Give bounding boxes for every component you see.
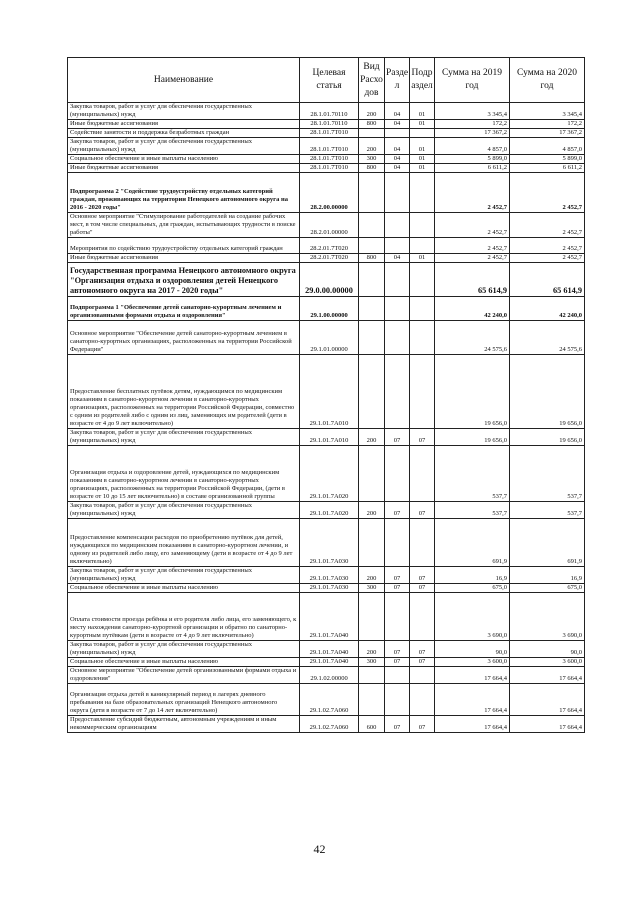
sum-2020: 2 452,7 (510, 173, 585, 213)
target-article: 29.1.02.00000 (300, 667, 359, 684)
subsection: 01 (410, 155, 435, 164)
budget-table-page (67, 57, 584, 733)
sum-2019: 2 452,7 (435, 173, 510, 213)
row-name: Иные бюджетные ассигнования (68, 120, 300, 129)
subsection (410, 519, 435, 567)
row-name: Иные бюджетные ассигнования (68, 164, 300, 173)
sum-2019: 691,9 (435, 519, 510, 567)
table-row (68, 567, 585, 584)
sum-2019: 4 857,0 (435, 138, 510, 155)
expense-type: 200 (359, 641, 385, 658)
subsection (410, 321, 435, 355)
subsection (410, 355, 435, 429)
section (385, 129, 410, 138)
sum-2019: 675,0 (435, 584, 510, 593)
expense-type (359, 519, 385, 567)
expense-type (359, 593, 385, 641)
row-name: Основное мероприятие "Стимулирование работодателей на создание рабочих мест, в том числе специальных, для граждан, испытывающих трудности в поиске работы" (68, 213, 300, 238)
target-article: 28.2.00.00000 (300, 173, 359, 213)
sum-2020: 2 452,7 (510, 213, 585, 238)
section (385, 173, 410, 213)
header-target-article: Целевая статья (300, 58, 359, 103)
row-name: Мероприятия по содействию трудоустройству отдельных категорий граждан (68, 238, 300, 254)
row-name: Социальное обеспечение и иные выплаты населению (68, 155, 300, 164)
subsection: 07 (410, 658, 435, 667)
expense-type (359, 355, 385, 429)
header-sum-2020: Сумма на 2020 год (510, 58, 585, 103)
table-row (68, 502, 585, 519)
target-article: 28.1.01.7Т010 (300, 164, 359, 173)
sum-2019: 17 367,2 (435, 129, 510, 138)
expense-type: 600 (359, 716, 385, 733)
section: 07 (385, 716, 410, 733)
row-name: Иные бюджетные ассигнования (68, 254, 300, 263)
subsection: 01 (410, 164, 435, 173)
sum-2019: 17 664,4 (435, 684, 510, 716)
target-article: 29.1.01.7А030 (300, 567, 359, 584)
subsection (410, 297, 435, 321)
target-article: 29.1.01.7А010 (300, 429, 359, 446)
section: 04 (385, 103, 410, 120)
target-article: 28.2.01.7Т020 (300, 254, 359, 263)
expense-type (359, 263, 385, 297)
expense-type: 300 (359, 584, 385, 593)
target-article: 29.0.00.00000 (300, 263, 359, 297)
row-name: Закупка товаров, работ и услуг для обеспечения государственных (муниципальных) нужд (68, 502, 300, 519)
section (385, 355, 410, 429)
sum-2019: 3 690,0 (435, 593, 510, 641)
header-sum-2019: Сумма на 2019 год (435, 58, 510, 103)
section: 04 (385, 138, 410, 155)
sum-2020: 675,0 (510, 584, 585, 593)
subsection (410, 684, 435, 716)
row-name: Содействие занятости и поддержка безработных граждан (68, 129, 300, 138)
target-article: 29.1.01.7А010 (300, 355, 359, 429)
target-article: 28.2.01.00000 (300, 213, 359, 238)
section: 07 (385, 429, 410, 446)
expense-type (359, 238, 385, 254)
sum-2020: 6 611,2 (510, 164, 585, 173)
sum-2020: 5 899,0 (510, 155, 585, 164)
table-row (68, 129, 585, 138)
target-article: 29.1.02.7А060 (300, 716, 359, 733)
sum-2019: 19 656,0 (435, 355, 510, 429)
sum-2020: 691,9 (510, 519, 585, 567)
section: 04 (385, 254, 410, 263)
expense-type (359, 321, 385, 355)
target-article: 28.1.01.70110 (300, 103, 359, 120)
expense-type: 200 (359, 502, 385, 519)
table-row (68, 164, 585, 173)
target-article: 28.1.01.7Т010 (300, 138, 359, 155)
table-row (68, 321, 585, 355)
sum-2020: 65 614,9 (510, 263, 585, 297)
sum-2020: 17 664,4 (510, 684, 585, 716)
target-article: 28.2.01.7Т020 (300, 238, 359, 254)
sum-2020: 537,7 (510, 502, 585, 519)
target-article: 29.1.01.7А020 (300, 502, 359, 519)
row-name: Предоставление бесплатных путёвок детям, нуждающимся по медицинским показаниям в санаторно-курортном лечении в санаторно-курортных организациях, расположенных на территории Российской Федерации, совместно с одним из родителей либо с одним из лиц, заменяющих им родителей (дети в возрасте от 4 до 9 лет включительно) (68, 355, 300, 429)
target-article: 29.1.01.7А030 (300, 584, 359, 593)
section (385, 446, 410, 502)
expense-type (359, 173, 385, 213)
header-name: Наименование (68, 58, 300, 103)
section: 07 (385, 584, 410, 593)
expense-type (359, 297, 385, 321)
table-row (68, 716, 585, 733)
subsection: 01 (410, 138, 435, 155)
sum-2020: 90,0 (510, 641, 585, 658)
target-article: 29.1.01.7А040 (300, 593, 359, 641)
subsection: 07 (410, 584, 435, 593)
sum-2019: 537,7 (435, 502, 510, 519)
section (385, 667, 410, 684)
row-name: Закупка товаров, работ и услуг для обеспечения государственных (муниципальных) нужд (68, 103, 300, 120)
table-row (68, 173, 585, 213)
sum-2019: 16,9 (435, 567, 510, 584)
table-row (68, 297, 585, 321)
section: 04 (385, 120, 410, 129)
section (385, 684, 410, 716)
sum-2020: 3 345,4 (510, 103, 585, 120)
table-row (68, 254, 585, 263)
target-article: 29.1.01.7А040 (300, 658, 359, 667)
table-row (68, 103, 585, 120)
sum-2020: 172,2 (510, 120, 585, 129)
target-article: 29.1.01.7А020 (300, 446, 359, 502)
row-name: Подпрограмма 2 "Содействие трудоустройству отдельных категорий граждан, проживающих на территории Ненецкого автономного округа на 2016 - 2020 годы" (68, 173, 300, 213)
sum-2020: 19 656,0 (510, 355, 585, 429)
section: 07 (385, 502, 410, 519)
sum-2019: 3 600,0 (435, 658, 510, 667)
row-name: Государственная программа Ненецкого автономного округа "Организация отдыха и оздоровления детей Ненецкого автономного округа на 2017 - 2020 годы" (68, 263, 300, 297)
section: 04 (385, 155, 410, 164)
header-section: Разде л (385, 58, 410, 103)
sum-2019: 24 575,6 (435, 321, 510, 355)
subsection (410, 213, 435, 238)
sum-2020: 19 656,0 (510, 429, 585, 446)
row-name: Основное мероприятие "Обеспечение детей организованными формами отдыха и оздоровления" (68, 667, 300, 684)
subsection: 07 (410, 502, 435, 519)
subsection (410, 446, 435, 502)
table-row (68, 238, 585, 254)
sum-2020: 3 600,0 (510, 658, 585, 667)
row-name: Подпрограмма 1 "Обеспечение детей санаторно-курортным лечением и организованными формами отдыха и оздоровления" (68, 297, 300, 321)
section (385, 213, 410, 238)
sum-2019: 3 345,4 (435, 103, 510, 120)
section (385, 519, 410, 567)
section (385, 238, 410, 254)
target-article: 28.1.01.7Т010 (300, 155, 359, 164)
subsection: 01 (410, 103, 435, 120)
sum-2020: 4 857,0 (510, 138, 585, 155)
expense-type: 200 (359, 567, 385, 584)
sum-2019: 65 614,9 (435, 263, 510, 297)
table-row (68, 667, 585, 684)
sum-2020: 2 452,7 (510, 238, 585, 254)
section: 07 (385, 641, 410, 658)
expense-type (359, 446, 385, 502)
expense-type: 200 (359, 103, 385, 120)
target-article: 29.1.01.7А030 (300, 519, 359, 567)
page-number: 42 (313, 842, 326, 856)
sum-2020: 17 664,4 (510, 667, 585, 684)
sum-2019: 2 452,7 (435, 238, 510, 254)
table-row (68, 658, 585, 667)
subsection (410, 593, 435, 641)
row-name: Организация отдыха и оздоровление детей, нуждающихся по медицинским показаниям в санаторно-курортном лечении в санаторно-курортных организациях, расположенных на территории Российской Федерации, (дети в возрасте от 10 до 15 лет включительно) в составе организованной группы (68, 446, 300, 502)
row-name: Закупка товаров, работ и услуг для обеспечения государственных (муниципальных) нужд (68, 641, 300, 658)
section (385, 593, 410, 641)
sum-2019: 17 664,4 (435, 667, 510, 684)
row-name: Закупка товаров, работ и услуг для обеспечения государственных (муниципальных) нужд (68, 138, 300, 155)
table-row (68, 593, 585, 641)
target-article: 29.1.01.7А040 (300, 641, 359, 658)
expense-type: 200 (359, 429, 385, 446)
row-name: Социальное обеспечение и иные выплаты населению (68, 584, 300, 593)
subsection: 07 (410, 641, 435, 658)
table-row (68, 641, 585, 658)
table-row (68, 120, 585, 129)
sum-2019: 2 452,7 (435, 213, 510, 238)
sum-2019: 90,0 (435, 641, 510, 658)
expense-type (359, 667, 385, 684)
subsection: 07 (410, 716, 435, 733)
subsection (410, 263, 435, 297)
row-name: Организация отдыха детей в каникулярный период в лагерях дневного пребывания на базе образовательных организаций Ненецкого автономного округа (дети в возрасте от 7 до 14 лет включительно) (68, 684, 300, 716)
sum-2019: 6 611,2 (435, 164, 510, 173)
section: 04 (385, 164, 410, 173)
header-expense-type: Вид Расхо дов (359, 58, 385, 103)
target-article: 29.1.01.00000 (300, 321, 359, 355)
target-article: 29.1.00.00000 (300, 297, 359, 321)
table-row (68, 355, 585, 429)
sum-2020: 17 367,2 (510, 129, 585, 138)
expense-type: 200 (359, 138, 385, 155)
header-subsection: Подр аздел (410, 58, 435, 103)
section: 07 (385, 567, 410, 584)
section (385, 263, 410, 297)
expense-type: 300 (359, 155, 385, 164)
expense-type: 300 (359, 658, 385, 667)
sum-2019: 5 899,0 (435, 155, 510, 164)
expense-type: 800 (359, 120, 385, 129)
target-article: 28.1.01.7Т010 (300, 129, 359, 138)
expense-type (359, 684, 385, 716)
subsection (410, 173, 435, 213)
table-row (68, 429, 585, 446)
row-name: Социальное обеспечение и иные выплаты населению (68, 658, 300, 667)
table-header-row (68, 58, 585, 103)
row-name: Предоставление компенсации расходов по приобретению путёвок для детей, нуждающихся по медицинским показаниям в санаторно-курортном лечении, и одному из родителей либо лицу, его заменяющему (дети в возрасте от 4 до 9 лет включительно) (68, 519, 300, 567)
table-row (68, 155, 585, 164)
expense-type (359, 129, 385, 138)
table-row (68, 446, 585, 502)
sum-2019: 17 664,4 (435, 716, 510, 733)
subsection (410, 129, 435, 138)
expense-type: 800 (359, 164, 385, 173)
sum-2020: 2 452,7 (510, 254, 585, 263)
sum-2019: 42 240,0 (435, 297, 510, 321)
expense-type (359, 213, 385, 238)
budget-table (67, 57, 585, 733)
subsection: 07 (410, 567, 435, 584)
target-article: 29.1.02.7А060 (300, 684, 359, 716)
expense-type: 800 (359, 254, 385, 263)
row-name: Оплата стоимости проезда ребёнка и его родителя либо лица, его заменяющего, к месту нахождения санаторно-курортной организации и обратно по санаторно-курортным путёвкам (дети в возрасте от 4 до 9 лет включительно) (68, 593, 300, 641)
sum-2020: 42 240,0 (510, 297, 585, 321)
table-row (68, 684, 585, 716)
subsection: 07 (410, 429, 435, 446)
table-row (68, 138, 585, 155)
sum-2019: 537,7 (435, 446, 510, 502)
sum-2019: 172,2 (435, 120, 510, 129)
subsection: 01 (410, 120, 435, 129)
target-article: 28.1.01.70110 (300, 120, 359, 129)
sum-2019: 19 656,0 (435, 429, 510, 446)
row-name: Закупка товаров, работ и услуг для обеспечения государственных (муниципальных) нужд (68, 429, 300, 446)
section (385, 321, 410, 355)
section: 07 (385, 658, 410, 667)
row-name: Закупка товаров, работ и услуг для обеспечения государственных (муниципальных) нужд (68, 567, 300, 584)
table-row (68, 519, 585, 567)
subsection: 01 (410, 254, 435, 263)
section (385, 297, 410, 321)
table-row (68, 263, 585, 297)
table-row (68, 584, 585, 593)
sum-2020: 537,7 (510, 446, 585, 502)
subsection (410, 667, 435, 684)
row-name: Предоставление субсидий бюджетным, автономным учреждениям и иным некоммерческим организациям (68, 716, 300, 733)
sum-2019: 2 452,7 (435, 254, 510, 263)
sum-2020: 16,9 (510, 567, 585, 584)
table-row (68, 213, 585, 238)
sum-2020: 24 575,6 (510, 321, 585, 355)
sum-2020: 17 664,4 (510, 716, 585, 733)
row-name: Основное мероприятие "Обеспечение детей санаторно-курортным лечением в санаторно-курортных организациях, расположенных на территории Российской Федерации" (68, 321, 300, 355)
sum-2020: 3 690,0 (510, 593, 585, 641)
subsection (410, 238, 435, 254)
